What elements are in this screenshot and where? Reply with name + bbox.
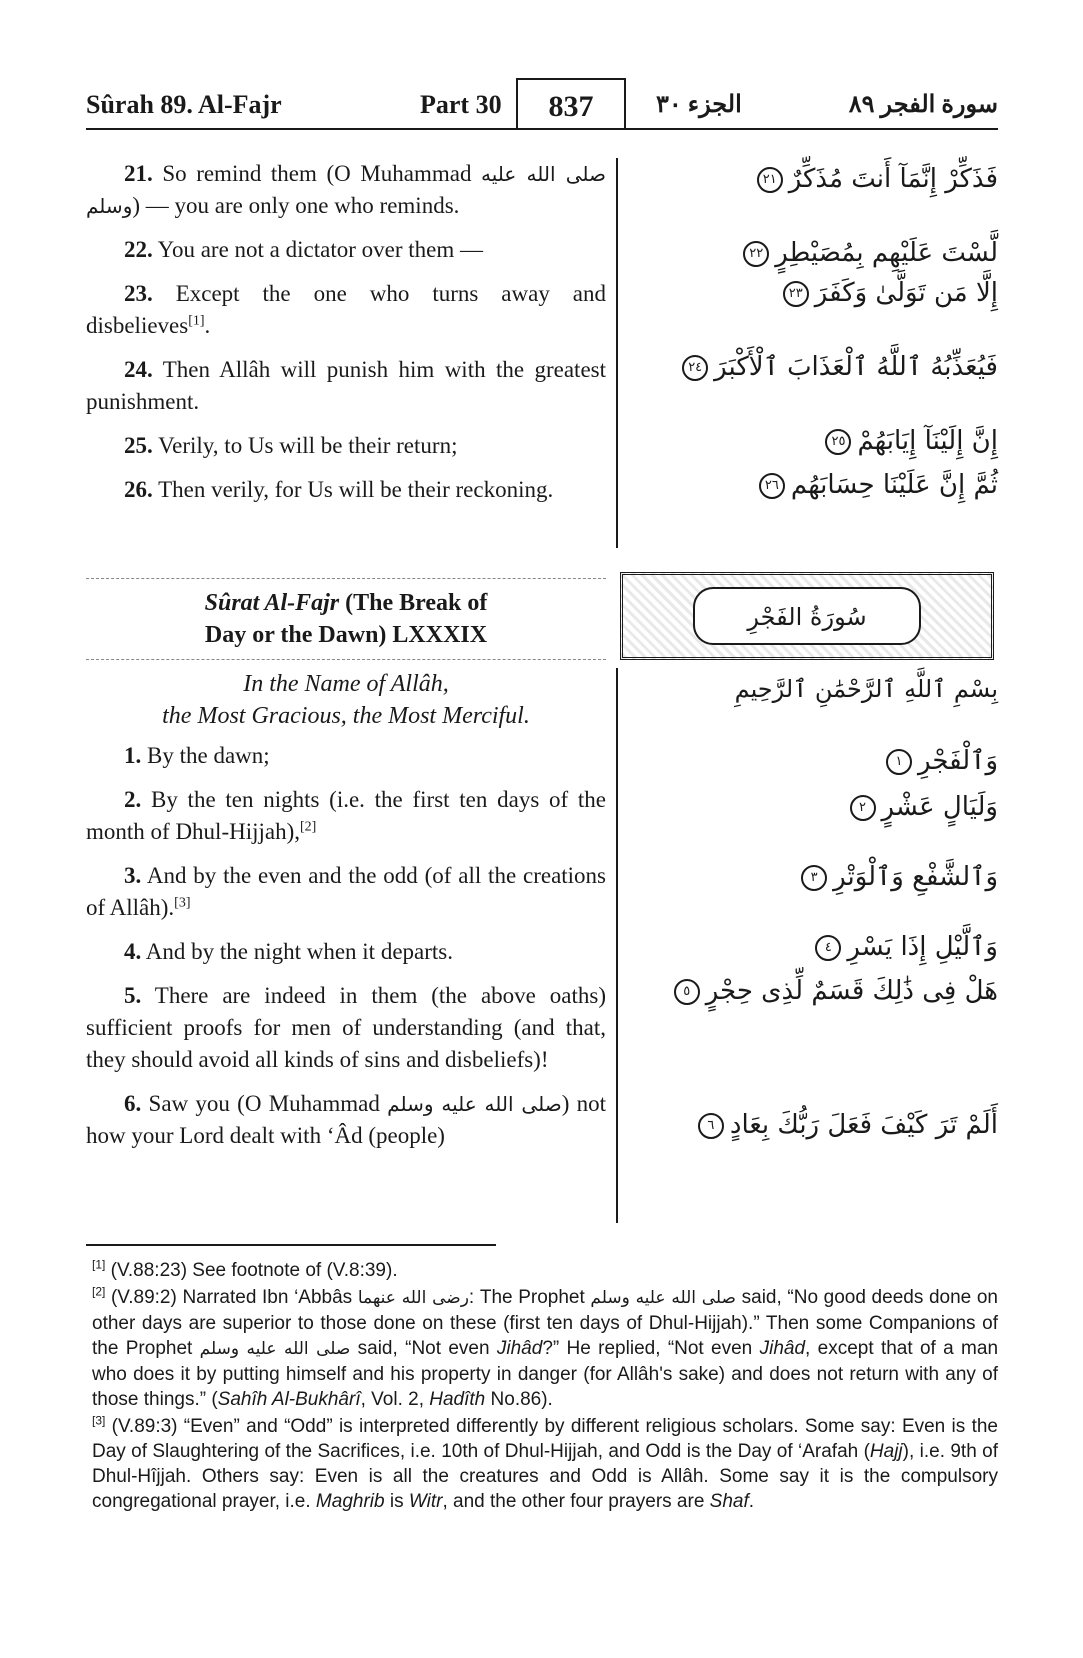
- ayah-4-ar: [628, 930, 998, 964]
- page-number: 837: [548, 90, 594, 123]
- footnote-text: : The Prophet: [468, 1287, 591, 1308]
- footnote-text: , Vol. 2,: [360, 1389, 430, 1410]
- verses-arabic: [628, 744, 998, 1142]
- verse-text: .: [204, 313, 211, 338]
- salutation-arabic: صلى الله عليه وسلم: [199, 1339, 351, 1359]
- footnote-ref[interactable]: [1]: [188, 313, 205, 329]
- footnote-marker: [2]: [92, 1284, 106, 1299]
- verse-text: Except the one who turns away and disbelieves: [86, 281, 606, 338]
- verse-text: Then verily, for Us will be their reckoning.: [158, 477, 554, 502]
- ayah-text: فَيُعَذِّبُهُ ٱللَّهُ ٱلْعَذَابَ ٱلْأَكْبَرَ: [714, 352, 998, 382]
- verse-text: Verily, to Us will be their return;: [158, 433, 458, 458]
- footnote-1: [92, 1258, 998, 1283]
- footnote-italic: Witr: [408, 1491, 443, 1512]
- footnote-text: ), i.e. 9th of Dhul-Hîjjah. Others say: Even is all the creatures and Odd is Allâh. Some say it is the compulsory congregational prayer, i.e.: [92, 1441, 998, 1512]
- ayah-number-icon: ٥: [674, 979, 700, 1005]
- ayah-number-icon: ٢٤: [682, 355, 708, 381]
- surah-banner-ornament: [620, 572, 994, 660]
- footnote-divider: [86, 1244, 496, 1246]
- verse-text: By the dawn;: [147, 743, 270, 768]
- footnote-text: , and the other four prayers are: [442, 1491, 710, 1512]
- verse-text: And by the even and the odd (of all the creations of Allâh).: [86, 863, 607, 920]
- column-divider: [616, 668, 618, 1223]
- ayah-number-icon: ٢: [850, 795, 876, 821]
- footnote-text: (V.89:2) Narrated Ibn ‘Abbâs: [110, 1287, 358, 1308]
- basmala-line1: In the Name of Allâh,: [243, 671, 449, 697]
- verse-2-en: [86, 784, 606, 848]
- footnote-italic: Jihâd: [496, 1338, 543, 1359]
- footnote-italic: Jihâd: [759, 1338, 806, 1359]
- ayah-5-ar: [628, 974, 998, 1008]
- verse-6-en: [86, 1088, 606, 1152]
- footnote-ref[interactable]: [2]: [300, 819, 317, 835]
- prev-verses-arabic: [628, 162, 998, 502]
- verse-text: ) not how your Lord dealt with ‘Âd (people): [86, 1091, 607, 1148]
- ayah-number-icon: ٢٢: [743, 241, 769, 267]
- footnote-text: No.86).: [485, 1389, 553, 1410]
- footnote-3: [92, 1414, 998, 1514]
- ayah-number-icon: ٦: [698, 1113, 724, 1139]
- verse-number: 1.: [124, 743, 142, 768]
- footnote-italic: Maghrib: [315, 1491, 385, 1512]
- ayah-23-ar: [628, 276, 998, 310]
- ayah-number-icon: ٢١: [757, 167, 783, 193]
- ayah-26-ar: [628, 468, 998, 502]
- ayah-text: وَٱلَّيْلِ إِذَا يَسْرِ: [847, 932, 998, 962]
- basmala-arabic: بِسْمِ ٱللَّهِ ٱلرَّحْمَٰنِ ٱلرَّحِيمِ: [734, 675, 998, 703]
- ayah-text: ثُمَّ إِنَّ عَلَيْنَا حِسَابَهُم: [790, 470, 998, 500]
- footnotes: [92, 1258, 998, 1516]
- honorific-arabic: رضى الله عنهما: [357, 1288, 469, 1308]
- salutation-arabic: صلى الله عليه وسلم: [86, 162, 606, 218]
- surah-heading-line2: Day or the Dawn) LXXXIX: [204, 622, 488, 648]
- verse-number: 2.: [124, 787, 142, 812]
- footnote-italic: Shaf: [709, 1491, 749, 1512]
- footnote-text: , except that of a man who does it by putting himself and his property in danger (for Allâh's sake) and does not return with any of those things.” (: [92, 1338, 999, 1410]
- verse-text: There are indeed in them (the above oaths) sufficient proofs for men of understanding (and that, they should avoid all kinds of sins and disbeliefs)!: [86, 983, 606, 1072]
- surah-title-arabic: سورة الفجر ٨٩: [848, 92, 998, 118]
- ayah-22-ar: [628, 236, 998, 270]
- ayah-text: وَلَيَالٍ عَشْرٍ: [881, 792, 998, 822]
- verse-number: 5.: [124, 983, 142, 1008]
- verse-number: 6.: [124, 1091, 142, 1116]
- salutation-arabic: صلى الله عليه وسلم: [387, 1092, 562, 1116]
- footnote-text: ?” He replied, “Not even: [542, 1338, 760, 1359]
- footnote-text: is: [384, 1491, 409, 1512]
- verse-23-en: [86, 278, 606, 342]
- verse-number: 25.: [124, 433, 153, 458]
- surah-name: Sûrat Al-Fajr: [204, 590, 340, 616]
- verse-3-en: [86, 860, 606, 924]
- footnote-2: [92, 1285, 998, 1412]
- verse-4-en: [86, 936, 606, 968]
- surah-banner-title: سُورَةُ الفَجْرِ: [693, 587, 921, 645]
- footnote-text: (V.89:3) “Even” and “Odd” is interpreted differently by different religious scholars. Some say: Even is the Day of Slaughtering of the Sacrifices, i.e. 10th of Dhul-Hijjah, and Odd is the Day of ‘Arafah (: [92, 1416, 999, 1462]
- ayah-3-ar: [628, 860, 998, 894]
- surah-heading: [86, 578, 606, 660]
- verse-5-en: [86, 980, 606, 1076]
- verse-text: By the ten nights (i.e. the first ten days of the month of Dhul-Hijjah),: [86, 787, 606, 844]
- ayah-1-ar: [628, 744, 998, 778]
- footnote-marker: [3]: [92, 1413, 106, 1428]
- verse-number: 3.: [124, 863, 142, 888]
- verse-number: 23.: [124, 281, 153, 306]
- column-divider: [616, 158, 618, 548]
- verse-text: Then Allâh will punish him with the greatest punishment.: [86, 357, 606, 414]
- verses-english: [86, 740, 606, 1152]
- ayah-text: وَٱلشَّفْعِ وَٱلْوَتْرِ: [833, 862, 998, 892]
- verse-number: 4.: [124, 939, 142, 964]
- footnote-text: said, “Not even: [350, 1338, 497, 1359]
- ayah-25-ar: [628, 424, 998, 458]
- verse-number: 24.: [124, 357, 153, 382]
- footnote-italic: Hajj: [869, 1441, 903, 1462]
- footnote-text: (V.88:23) See footnote of (V.8:39).: [110, 1260, 398, 1281]
- footnote-ref[interactable]: [3]: [174, 895, 191, 911]
- ayah-number-icon: ١: [886, 749, 912, 775]
- footnote-italic: Sahîh Al-Bukhârî: [217, 1389, 361, 1410]
- basmala-line2: the Most Gracious, the Most Merciful.: [162, 703, 530, 729]
- ayah-text: وَٱلْفَجْرِ: [918, 746, 998, 776]
- ayah-number-icon: ٤: [815, 935, 841, 961]
- ayah-21-ar: [628, 162, 998, 196]
- footnote-marker: [1]: [92, 1257, 106, 1272]
- verse-number: 22.: [124, 237, 153, 262]
- ayah-text: أَلَمْ تَرَ كَيْفَ فَعَلَ رَبُّكَ بِعَادٍ: [729, 1110, 998, 1140]
- ayah-number-icon: ٣: [801, 865, 827, 891]
- ayah-number-icon: ٢٣: [783, 281, 809, 307]
- part-label: Part 30: [420, 90, 502, 119]
- footnote-text: said, “No good deeds done on other days are superior to those done on these (first ten days of Dhul-Hijjah).” Then some Companions of the Prophet: [92, 1287, 998, 1359]
- verse-text: You are not a dictator over them —: [157, 237, 483, 262]
- verse-text: So remind them (O Muhammad: [162, 161, 482, 186]
- verse-text: And by the night when it departs.: [145, 939, 453, 964]
- juz-arabic: الجزء ٣٠: [656, 92, 742, 118]
- footnote-italic: Hadîth: [429, 1389, 486, 1410]
- verse-1-en: [86, 740, 606, 772]
- ayah-text: فَذَكِّرْ إِنَّمَآ أَنتَ مُذَكِّرٌ: [788, 164, 998, 194]
- ayah-text: إِلَّا مَن تَوَلَّىٰ وَكَفَرَ: [814, 278, 998, 308]
- verse-22-en: [86, 234, 606, 266]
- verse-text: Saw you (O Muhammad: [148, 1091, 388, 1116]
- ayah-text: إِنَّ إِلَيْنَآ إِيَابَهُمْ: [857, 426, 998, 456]
- footnote-text: .: [748, 1491, 755, 1512]
- ayah-24-ar: [628, 350, 998, 384]
- ayah-number-icon: ٢٦: [759, 473, 785, 499]
- surah-heading-text: (The Break of: [339, 590, 488, 616]
- surah-heading-line1: [86, 587, 606, 619]
- verse-number: 26.: [124, 477, 153, 502]
- ayah-number-icon: ٢٥: [825, 429, 851, 455]
- header-divider: [86, 128, 998, 130]
- verse-24-en: [86, 354, 606, 418]
- surah-title: Sûrah 89. Al-Fajr: [86, 90, 282, 119]
- ayah-2-ar: [628, 790, 998, 824]
- verse-number: 21.: [124, 161, 153, 186]
- prev-verses-english: [86, 158, 606, 506]
- ayah-6-ar: [628, 1108, 998, 1142]
- salutation-arabic: صلى الله عليه وسلم: [590, 1288, 736, 1308]
- ayah-text: لَّسْتَ عَلَيْهِم بِمُصَيْطِرٍ: [775, 238, 998, 268]
- page-header: [86, 78, 998, 130]
- verse-text: ) — you are only one who reminds.: [132, 193, 460, 218]
- page-number-box: [516, 78, 626, 130]
- basmala-english: [86, 668, 606, 732]
- ayah-text: هَلْ فِى ذَٰلِكَ قَسَمٌ لِّذِى حِجْرٍ: [705, 976, 998, 1006]
- verse-26-en: [86, 474, 606, 506]
- verse-21-en: [86, 158, 606, 222]
- verse-25-en: [86, 430, 606, 462]
